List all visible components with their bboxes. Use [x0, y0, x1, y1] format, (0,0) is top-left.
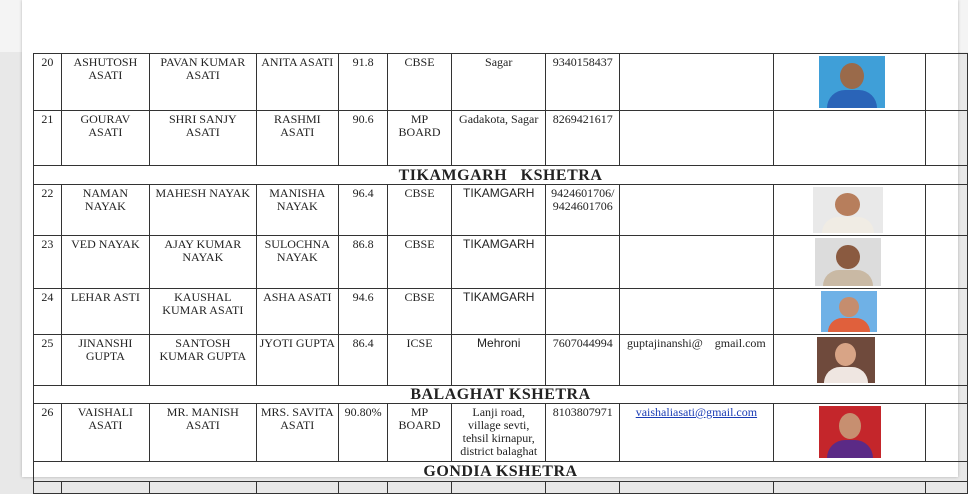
student-photo [821, 291, 877, 332]
student-photo [819, 56, 885, 108]
photo-face [839, 413, 861, 439]
mother-name: MRS. SAVITA ASATI [256, 404, 338, 462]
table-row [34, 185, 968, 236]
percentage: 94.6 [338, 289, 387, 335]
percentage: 90.80% [338, 404, 387, 462]
photo-shoulders [828, 318, 870, 332]
percentage: 86.8 [338, 236, 387, 289]
student-name: GOURAV ASATI [61, 111, 149, 166]
percentage: 91.8 [338, 54, 387, 111]
section-row [34, 462, 968, 482]
photo-cell [773, 335, 925, 386]
table-row [34, 404, 968, 462]
board: MP BOARD [388, 404, 452, 462]
student-name: ASHUTOSH ASATI [61, 54, 149, 111]
serial-no: 22 [34, 185, 62, 236]
student-photo [819, 406, 881, 458]
table-row [34, 289, 968, 335]
email [620, 289, 774, 335]
section-title-balaghat: BALAGHAT KSHETRA [34, 386, 968, 404]
phone: 7607044994 [546, 335, 620, 386]
student-name: VAISHALI ASATI [61, 404, 149, 462]
photo-cell [773, 111, 925, 166]
empty-cell [926, 289, 968, 335]
section-title-gondia: GONDIA KSHETRA [34, 462, 968, 482]
phone: 8103807971 [546, 404, 620, 462]
phone [546, 289, 620, 335]
board: ICSE [388, 335, 452, 386]
mother-name: JYOTI GUPTA [256, 335, 338, 386]
photo-cell [773, 54, 925, 111]
empty-cell [926, 54, 968, 111]
photo-shoulders [824, 367, 868, 383]
table-row [34, 236, 968, 289]
student-photo [813, 187, 883, 233]
place: TIKAMGARH [451, 185, 546, 236]
mother-name: ANITA ASATI [256, 54, 338, 111]
email [620, 236, 774, 289]
email [620, 111, 774, 166]
board: CBSE [388, 185, 452, 236]
section-row [34, 166, 968, 185]
place: Mehroni [451, 335, 546, 386]
empty-cell [926, 335, 968, 386]
empty-cell [926, 404, 968, 462]
email [620, 404, 774, 462]
empty-cell [926, 236, 968, 289]
mother-name: ASHA ASATI [256, 289, 338, 335]
board: CBSE [388, 54, 452, 111]
student-name: NAMAN NAYAK [61, 185, 149, 236]
table-row-cut-off [34, 482, 968, 494]
percentage: 90.6 [338, 111, 387, 166]
student-photo [815, 238, 881, 286]
father-name: MAHESH NAYAK [150, 185, 257, 236]
student-list-table [33, 53, 968, 494]
father-name: MR. MANISH ASATI [150, 404, 257, 462]
percentage: 96.4 [338, 185, 387, 236]
email-link[interactable]: vaishaliasati@gmail.com [635, 405, 758, 419]
photo-cell [773, 404, 925, 462]
serial-no: 21 [34, 111, 62, 166]
photo-cell [773, 236, 925, 289]
serial-no: 23 [34, 236, 62, 289]
place: Gadakota, Sagar [451, 111, 546, 166]
phone: 8269421617 [546, 111, 620, 166]
email: guptajinanshi@ gmail.com [620, 335, 774, 386]
mother-name: RASHMI ASATI [256, 111, 338, 166]
serial-no: 26 [34, 404, 62, 462]
father-name: PAVAN KUMAR ASATI [150, 54, 257, 111]
table-row [34, 54, 968, 111]
father-name: KAUSHAL KUMAR ASATI [150, 289, 257, 335]
father-name: SHRI SANJY ASATI [150, 111, 257, 166]
student-name: JINANSHI GUPTA [61, 335, 149, 386]
board: CBSE [388, 236, 452, 289]
place: Sagar [451, 54, 546, 111]
photo-face [839, 297, 859, 318]
mother-name: MANISHA NAYAK [256, 185, 338, 236]
student-photo [817, 337, 875, 383]
mother-name: SULOCHNA NAYAK [256, 236, 338, 289]
empty-cell [926, 185, 968, 236]
table-row [34, 335, 968, 386]
phone [546, 236, 620, 289]
photo-cell [773, 185, 925, 236]
photo-shoulders [827, 440, 874, 458]
father-name: AJAY KUMAR NAYAK [150, 236, 257, 289]
place: TIKAMGARH [451, 289, 546, 335]
section-title-tikamgarh: TIKAMGARH KSHETRA [34, 166, 968, 185]
phone: 9340158437 [546, 54, 620, 111]
email [620, 185, 774, 236]
section-row [34, 386, 968, 404]
student-name: VED NAYAK [61, 236, 149, 289]
photo-shoulders [827, 90, 877, 108]
father-name: SANTOSH KUMAR GUPTA [150, 335, 257, 386]
photo-shoulders [822, 217, 875, 233]
serial-no: 25 [34, 335, 62, 386]
serial-no: 20 [34, 54, 62, 111]
place: Lanji road, village sevti, tehsil kirnapur, district balaghat [451, 404, 546, 462]
email [620, 54, 774, 111]
percentage: 86.4 [338, 335, 387, 386]
photo-face [836, 245, 860, 269]
board: CBSE [388, 289, 452, 335]
photo-face [840, 63, 864, 89]
empty-cell [926, 111, 968, 166]
student-name: LEHAR ASTI [61, 289, 149, 335]
photo-shoulders [823, 270, 873, 286]
photo-cell [773, 289, 925, 335]
serial-no: 24 [34, 289, 62, 335]
place: TIKAMGARH [451, 236, 546, 289]
board: MP BOARD [388, 111, 452, 166]
table-row [34, 111, 968, 166]
phone: 9424601706/ 9424601706 [546, 185, 620, 236]
